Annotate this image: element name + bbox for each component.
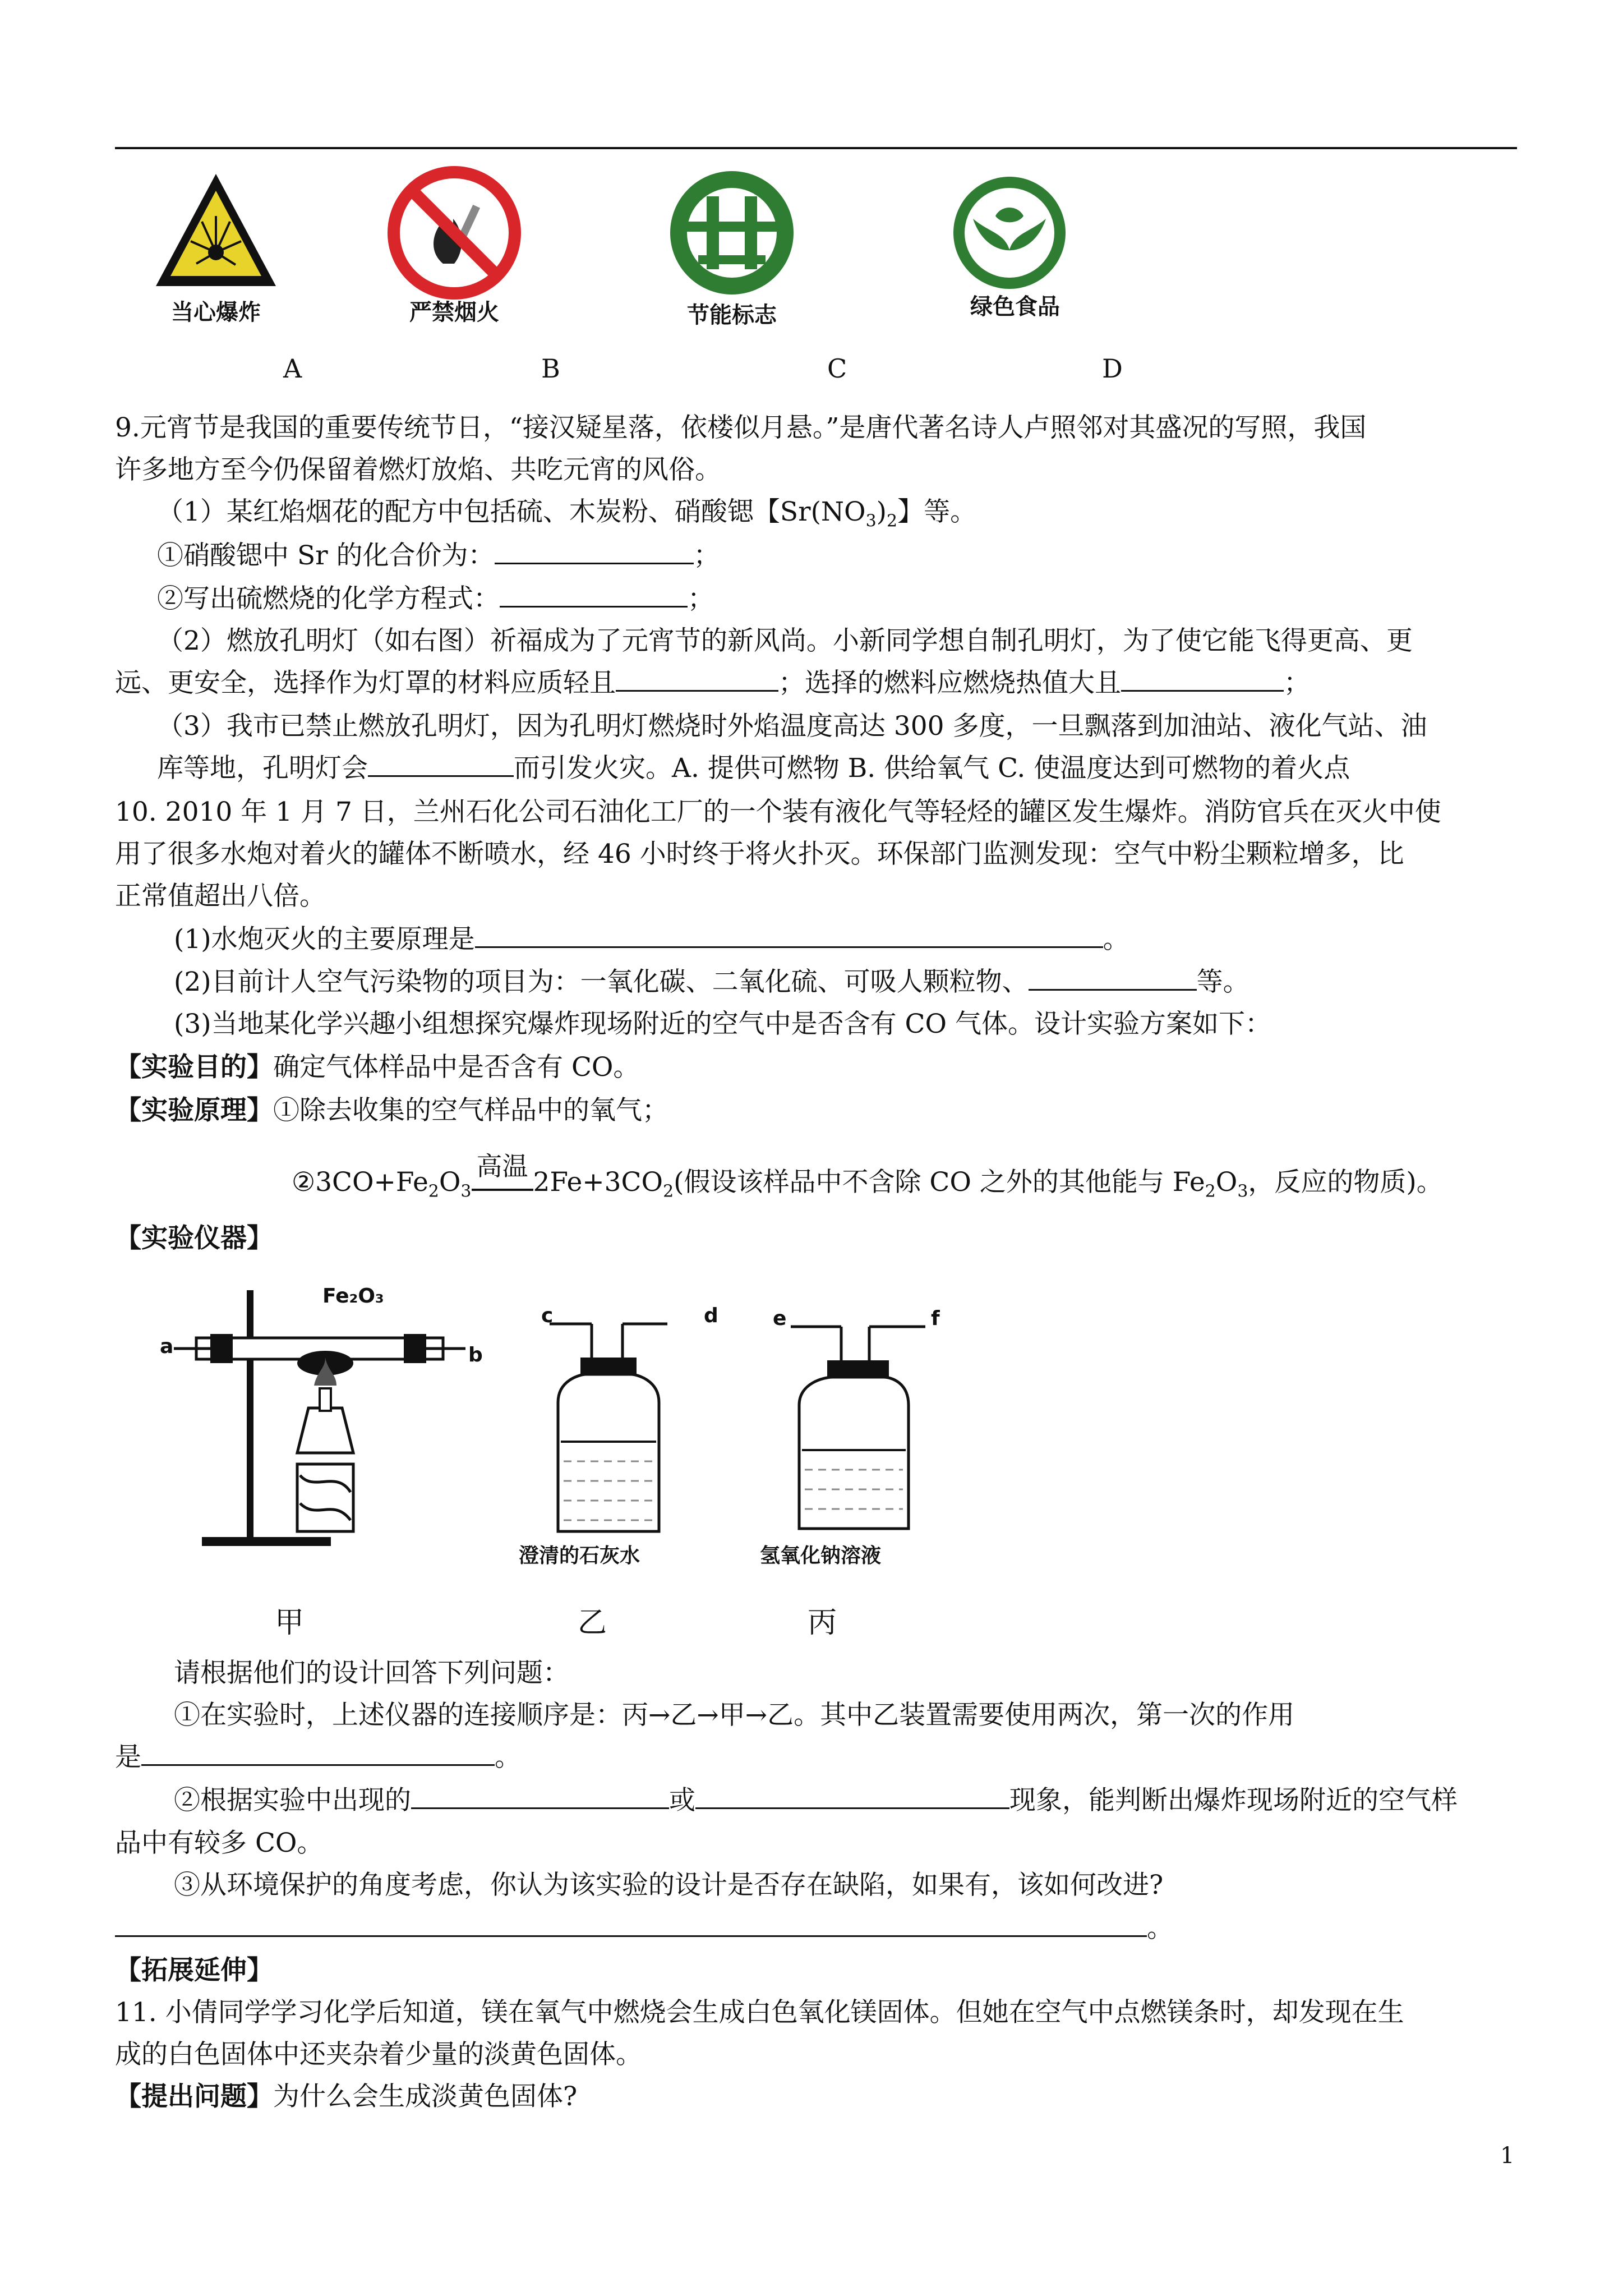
answer-blank[interactable] xyxy=(695,1783,1009,1809)
answer-blank[interactable] xyxy=(1121,665,1284,692)
answer-blank[interactable] xyxy=(616,665,778,692)
q10-sub3: (3)当地某化学兴趣小组想探究爆炸现场附近的空气中是否含有 CO 气体。设计实验方案如下： xyxy=(174,1009,1271,1039)
answer-blank[interactable] xyxy=(368,751,514,777)
apparatus-heading: 【实验仪器】 xyxy=(115,1223,273,1254)
caption-yi: 乙 xyxy=(578,1606,607,1640)
label-c: c xyxy=(541,1304,554,1327)
q9-part1-a: ①硝酸锶中 Sr 的化合价为： ； xyxy=(157,535,720,577)
answer-blank[interactable] xyxy=(411,1783,669,1809)
q9-part3-line2: 库等地，孔明灯会 而引发火灾。A. 提供可燃物 B. 供给氧气 C. 使温度达到可燃物的着火点 xyxy=(157,747,1350,790)
q10-line2: 用了很多水炮对着火的罐体不断喷水，经 46 小时终于将火扑灭。环保部门监测发现：空气中粉尘颗粒增多，比 xyxy=(115,839,1404,869)
sign-b xyxy=(387,165,522,300)
q9-part3-line1: （3）我市已禁止燃放孔明灯，因为孔明灯燃烧时外焰温度高达 300 多度，一旦飘落到加油站、液化气站、油 xyxy=(157,711,1427,742)
q10-sub1: (1)水炮灭火的主要原理是 。 xyxy=(174,918,1129,961)
q10-answer1-line2: 是 。 xyxy=(115,1736,521,1779)
q9-part2-line1: （2）燃放孔明灯（如右图）祈福成为了元宵节的新风尚。小新同学想自制孔明灯，为了使它能飞得更高、更 xyxy=(157,625,1413,656)
sign-d-caption: 绿色食品 xyxy=(970,294,1060,320)
label-limewater: 澄清的石灰水 xyxy=(519,1544,640,1567)
label-e: e xyxy=(773,1307,787,1330)
green-food-icon xyxy=(948,171,1071,295)
label-naoh: 氢氧化钠溶液 xyxy=(760,1544,882,1567)
label-b: b xyxy=(468,1343,483,1366)
q9-part1: （1）某红焰烟花的配方中包括硫、木炭粉、硝酸锶【$Sr(NO_3)_2$】等。 xyxy=(157,496,977,531)
caption-jia: 甲 xyxy=(275,1606,305,1640)
energy-saving-icon xyxy=(665,165,799,300)
sign-d xyxy=(948,171,1071,295)
answer-blank[interactable] xyxy=(1029,964,1197,991)
sign-c xyxy=(665,165,799,300)
explosion-warning-icon xyxy=(151,168,280,297)
q10-answer2-line1: ②根据实验中出现的 或 现象，能判断出爆炸现场附近的空气样 xyxy=(174,1779,1458,1822)
q10-answer2-line2: 品中有较多 CO。 xyxy=(115,1828,324,1858)
experiment-principle: 【实验原理】①除去收集的空气样品中的氧气； xyxy=(115,1095,668,1126)
answer-blank[interactable] xyxy=(495,538,694,564)
q9-intro-line1: 9.元宵节是我国的重要传统节日，“接汉疑星落，依楼似月悬。”是唐代著名诗人卢照邻对其盛况的写照，我国 xyxy=(115,412,1367,443)
q10-answer1-line1: ①在实验时，上述仪器的连接顺序是：丙→乙→甲→乙。其中乙装置需要使用两次，第一次的作用 xyxy=(174,1700,1295,1731)
no-fire-icon xyxy=(387,165,522,300)
caption-bing: 丙 xyxy=(808,1606,837,1640)
label-d: d xyxy=(704,1304,718,1327)
apparatus-yi-diagram xyxy=(538,1313,695,1548)
reaction-condition: 高温 xyxy=(472,1168,533,1191)
q10-ask: 请根据他们的设计回答下列问题： xyxy=(174,1658,569,1688)
label-f: f xyxy=(931,1307,940,1330)
apparatus-jia-diagram xyxy=(157,1273,505,1554)
answer-blank[interactable] xyxy=(115,1911,1147,1937)
sign-a-caption: 当心爆炸 xyxy=(171,300,261,325)
q11-line1: 11. 小倩同学学习化学后知道，镁在氧气中燃烧会生成白色氧化镁固体。但她在空气中点燃镁条时，却发现在生 xyxy=(115,1997,1404,2028)
answer-blank[interactable] xyxy=(141,1740,495,1766)
experiment-purpose: 【实验目的】确定气体样品中是否含有 CO。 xyxy=(115,1052,640,1083)
header-rule xyxy=(115,147,1517,149)
q10-line1: 10. 2010 年 1 月 7 日，兰州石化公司石油化工厂的一个装有液化气等轻烃的罐区发生爆炸。消防官兵在灭火中使 xyxy=(115,797,1441,827)
sign-c-caption: 节能标志 xyxy=(687,302,777,328)
option-b: B xyxy=(541,353,560,384)
page-number: 1 xyxy=(1500,2143,1515,2169)
q11-line2: 成的白色固体中还夹杂着少量的淡黄色固体。 xyxy=(115,2039,642,2070)
option-a: A xyxy=(283,353,302,384)
q10-sub2: (2)目前计人空气污染物的项目为：一氧化碳、二氧化硫、可吸人颗粒物、 等。 xyxy=(174,961,1249,1004)
q10-answer3: ③从环境保护的角度考虑，你认为该实验的设计是否存在缺陷，如果有，该如何改进? xyxy=(174,1870,1164,1901)
sign-b-caption: 严禁烟火 xyxy=(409,300,499,325)
label-fe2o3: Fe₂O₃ xyxy=(322,1285,384,1308)
q11-question: 【提出问题】为什么会生成淡黄色固体? xyxy=(115,2081,578,2112)
apparatus-bing-diagram xyxy=(780,1315,948,1545)
answer-blank[interactable] xyxy=(475,922,1103,948)
answer-blank[interactable] xyxy=(500,581,688,608)
reaction-equation: $②3CO+Fe_2O_3$ 高温 $2Fe+3CO_2$(假设该样品中不含除 CO 之外的其他能与 $Fe_2O_3$，反应的物质)。 xyxy=(292,1151,1443,1202)
q9-part1-b: ②写出硫燃烧的化学方程式： ； xyxy=(157,578,714,620)
q10-line3: 正常值超出八倍。 xyxy=(115,881,326,912)
option-c: C xyxy=(827,353,847,384)
sign-a xyxy=(151,168,280,297)
label-a: a xyxy=(160,1335,174,1358)
q9-part2-line2: 远、更安全，选择作为灯罩的材料应质轻且 ；选择的燃料应燃烧热值大且 ； xyxy=(115,662,1310,705)
option-d: D xyxy=(1102,353,1123,384)
q9-intro-line2: 许多地方至今仍保留着燃灯放焰、共吃元宵的风俗。 xyxy=(115,454,721,485)
extension-heading: 【拓展延伸】 xyxy=(115,1955,273,1986)
q10-answer3-blank: 。 xyxy=(115,1907,1173,1950)
